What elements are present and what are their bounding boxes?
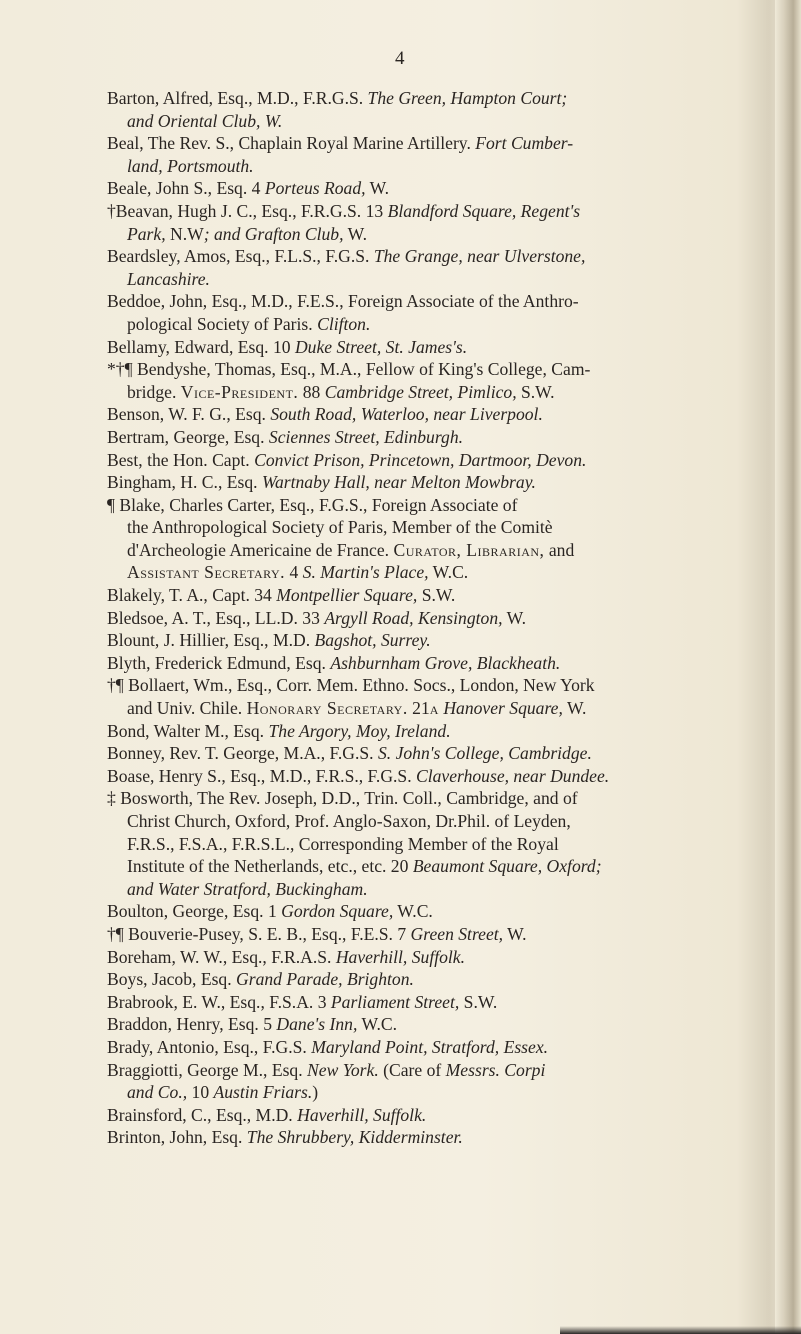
member-entry: [107, 968, 755, 991]
entry-continuation-line: land, Portsmouth.: [127, 155, 254, 176]
member-entry: [107, 584, 755, 607]
member-entry: [107, 426, 755, 449]
entry-first-line: Braddon, Henry, Esq. 5 Dane's Inn, W.C.: [107, 1014, 397, 1035]
entry-first-line: Blyth, Frederick Edmund, Esq. Ashburnham Grove, Blackheath.: [107, 652, 561, 673]
member-entry: [107, 358, 755, 403]
entry-first-line: Bond, Walter M., Esq. The Argory, Moy, Ireland.: [107, 720, 451, 741]
entry-first-line: Barton, Alfred, Esq., M.D., F.R.G.S. The Green, Hampton Court;: [107, 88, 568, 108]
entry-first-line: Brinton, John, Esq. The Shrubbery, Kidderminster.: [107, 1127, 463, 1148]
member-entry: [107, 1036, 755, 1059]
entry-first-line: Bledsoe, A. T., Esq., LL.D. 33 Argyll Road, Kensington, W.: [107, 607, 527, 628]
entry-first-line: Beardsley, Amos, Esq., F.L.S., F.G.S. The Grange, near Ulverstone,: [107, 246, 586, 267]
member-entry: [107, 991, 755, 1014]
member-entry: [107, 923, 755, 946]
entry-first-line: Benson, W. F. G., Esq. South Road, Waterloo, near Liverpool.: [107, 404, 543, 425]
member-entry: [107, 132, 755, 177]
member-entry: [107, 1013, 755, 1036]
member-entry: [107, 900, 755, 923]
member-entry: [107, 1104, 755, 1127]
entry-first-line: Bingham, H. C., Esq. Wartnaby Hall, near Melton Mowbray.: [107, 472, 536, 493]
member-entry: [107, 720, 755, 743]
member-entry: [107, 449, 755, 472]
member-entry: [107, 629, 755, 652]
entry-first-line: †¶ Bollaert, Wm., Esq., Corr. Mem. Ethno. Socs., London, New York: [107, 675, 595, 696]
member-entry: [107, 787, 755, 900]
entry-continuation-line: and Oriental Club, W.: [127, 110, 283, 131]
entry-continuation-line: and Co., 10 Austin Friars.): [127, 1082, 319, 1103]
member-entry: [107, 946, 755, 969]
member-entry: [107, 742, 755, 765]
entry-first-line: Bertram, George, Esq. Sciennes Street, Edinburgh.: [107, 426, 464, 447]
entry-first-line: Beal, The Rev. S., Chaplain Royal Marine Artillery. Fort Cumber-: [107, 133, 574, 154]
entry-first-line: Beddoe, John, Esq., M.D., F.E.S., Foreign Associate of the Anthro-: [107, 291, 579, 312]
entry-first-line: Boulton, George, Esq. 1 Gordon Square, W.C.: [107, 901, 433, 922]
entry-first-line: Blakely, T. A., Capt. 34 Montpellier Square, S.W.: [107, 585, 456, 606]
entry-first-line: †¶ Bouverie-Pusey, S. E. B., Esq., F.E.S. 7 Green Street, W.: [107, 923, 527, 944]
entry-first-line: Best, the Hon. Capt. Convict Prison, Princetown, Dartmoor, Devon.: [107, 449, 587, 470]
entry-first-line: Brabrook, E. W., Esq., F.S.A. 3 Parliament Street, S.W.: [107, 991, 498, 1012]
entry-continuation-line: Park, N.W; and Grafton Club, W.: [127, 223, 367, 244]
member-entry: [107, 336, 755, 359]
entry-continuation-line: pological Society of Paris. Clifton.: [127, 313, 371, 334]
entry-continuation-line: and Water Stratford, Buckingham.: [127, 878, 368, 899]
entry-first-line: *†¶ Bendyshe, Thomas, Esq., M.A., Fellow of King's College, Cam-: [107, 359, 591, 380]
entry-first-line: Bonney, Rev. T. George, M.A., F.G.S. S. John's College, Cambridge.: [107, 743, 592, 764]
member-entry: [107, 765, 755, 788]
member-entry: [107, 607, 755, 630]
member-list: [107, 87, 755, 1149]
page-bottom-edge: [560, 1326, 801, 1334]
entry-first-line: Boase, Henry S., Esq., M.D., F.R.S., F.G.S. Claverhouse, near Dundee.: [107, 765, 610, 786]
entry-continuation-line: and Univ. Chile. Honorary Secretary. 21a Hanover Square, W.: [127, 698, 587, 719]
entry-first-line: ‡ Bosworth, The Rev. Joseph, D.D., Trin. Coll., Cambridge, and of: [107, 788, 578, 809]
entry-continuation-line: the Anthropological Society of Paris, Member of the Comitè: [127, 517, 553, 538]
member-entry: [107, 403, 755, 426]
entry-first-line: Bellamy, Edward, Esq. 10 Duke Street, St. James's.: [107, 336, 468, 357]
entry-first-line: Blount, J. Hillier, Esq., M.D. Bagshot, Surrey.: [107, 630, 431, 651]
entry-continuation-line: bridge. Vice-President. 88 Cambridge Street, Pimlico, S.W.: [127, 381, 555, 402]
entry-first-line: Braggiotti, George M., Esq. New York. (Care of Messrs. Corpi: [107, 1059, 546, 1080]
member-entry: [107, 245, 755, 290]
entry-continuation-line: Assistant Secretary. 4 S. Martin's Place, W.C.: [127, 562, 469, 583]
member-entry: [107, 652, 755, 675]
entry-first-line: ¶ Blake, Charles Carter, Esq., F.G.S., Foreign Associate of: [107, 494, 518, 515]
entry-first-line: Brainsford, C., Esq., M.D. Haverhill, Suffolk.: [107, 1104, 427, 1125]
entry-first-line: Brady, Antonio, Esq., F.G.S. Maryland Point, Stratford, Essex.: [107, 1036, 549, 1057]
member-entry: [107, 177, 755, 200]
entry-first-line: Boys, Jacob, Esq. Grand Parade, Brighton.: [107, 969, 414, 990]
member-entry: [107, 290, 755, 335]
entry-first-line: Beale, John S., Esq. 4 Porteus Road, W.: [107, 178, 390, 199]
member-entry: [107, 1126, 755, 1149]
member-entry: [107, 1059, 755, 1104]
entry-continuation-line: Lancashire.: [127, 268, 210, 289]
entry-first-line: †Beavan, Hugh J. C., Esq., F.R.G.S. 13 Blandford Square, Regent's: [107, 200, 581, 221]
page-binding-edge: [775, 0, 801, 1334]
member-entry: [107, 87, 755, 132]
entry-continuation-line: Institute of the Netherlands, etc., etc. 20 Beaumont Square, Oxford;: [127, 856, 602, 877]
entry-first-line: Boreham, W. W., Esq., F.R.A.S. Haverhill, Suffolk.: [107, 946, 465, 967]
member-entry: [107, 494, 755, 584]
entry-continuation-line: F.R.S., F.S.A., F.R.S.L., Corresponding Member of the Royal: [127, 833, 559, 854]
entry-continuation-line: d'Archeologie Americaine de France. Curator, Librarian, and: [127, 539, 575, 560]
member-entry: [107, 471, 755, 494]
page-number: 4: [395, 48, 405, 69]
entry-continuation-line: Christ Church, Oxford, Prof. Anglo-Saxon, Dr.Phil. of Leyden,: [127, 811, 571, 831]
member-entry: [107, 200, 755, 245]
member-entry: [107, 674, 755, 719]
